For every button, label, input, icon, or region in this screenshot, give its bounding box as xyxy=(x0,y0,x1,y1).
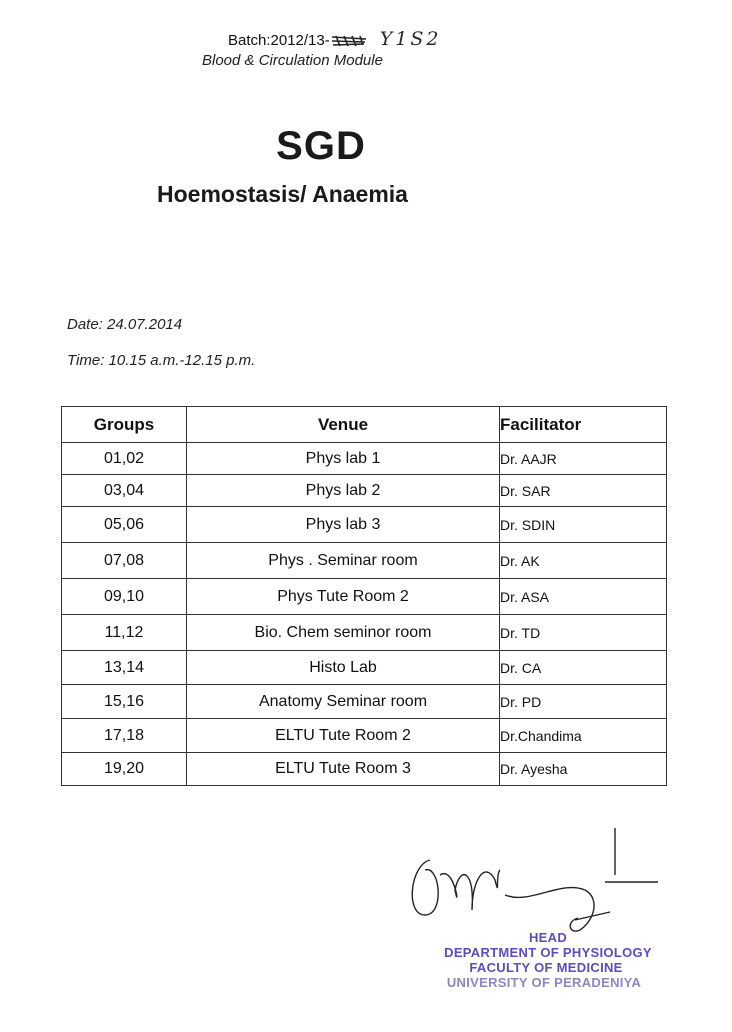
cell-venue: Phys lab 3 xyxy=(187,507,500,543)
cell-facilitator: Dr. SDIN xyxy=(500,507,667,543)
cell-facilitator: Dr. PD xyxy=(500,685,667,719)
module-name: Blood & Circulation Module xyxy=(202,52,383,69)
table-row xyxy=(62,579,667,615)
table-row xyxy=(62,615,667,651)
cell-venue: Phys . Seminar room xyxy=(187,543,500,579)
page-subtitle: Hoemostasis/ Anaemia xyxy=(157,181,408,207)
cell-groups: 01,02 xyxy=(62,443,187,475)
column-header-facilitator: Facilitator xyxy=(500,407,667,443)
stamp-line-1: HEAD xyxy=(528,930,568,945)
table-row xyxy=(62,543,667,579)
cell-venue: ELTU Tute Room 2 xyxy=(187,719,500,753)
cell-facilitator: Dr.Chandima xyxy=(500,719,667,753)
handwritten-signature xyxy=(400,820,700,940)
cell-facilitator: Dr. TD xyxy=(500,615,667,651)
cell-facilitator: Dr. AK xyxy=(500,543,667,579)
table-row xyxy=(62,475,667,507)
page-title: SGD xyxy=(276,124,366,168)
column-header-groups: Groups xyxy=(62,407,187,443)
table-row xyxy=(62,651,667,685)
table-row xyxy=(62,443,667,475)
cell-groups: 09,10 xyxy=(62,579,187,615)
session-time: Time: 10.15 a.m.-12.15 p.m. xyxy=(67,352,256,369)
cell-venue: Anatomy Seminar room xyxy=(187,685,500,719)
table-row xyxy=(62,507,667,543)
cell-venue: Bio. Chem seminor room xyxy=(187,615,500,651)
cell-facilitator: Dr. ASA xyxy=(500,579,667,615)
cell-groups: 11,12 xyxy=(62,615,187,651)
cell-facilitator: Dr. SAR xyxy=(500,475,667,507)
cell-venue: ELTU Tute Room 3 xyxy=(187,753,500,786)
batch-label: Batch:2012/13- xyxy=(228,32,330,49)
batch-line xyxy=(228,28,442,50)
cell-facilitator: Dr. Ayesha xyxy=(500,753,667,786)
cell-facilitator: Dr. AAJR xyxy=(500,443,667,475)
cell-venue: Histo Lab xyxy=(187,651,500,685)
stamp-line-4: UNIVERSITY OF PERADENIYA xyxy=(446,975,642,990)
struck-out-mark xyxy=(330,33,368,49)
table-row xyxy=(62,719,667,753)
cell-groups: 15,16 xyxy=(62,685,187,719)
schedule-table xyxy=(61,406,667,786)
table-row xyxy=(62,685,667,719)
stamp-line-2: DEPARTMENT OF PHYSIOLOGY xyxy=(444,945,652,960)
cell-groups: 13,14 xyxy=(62,651,187,685)
cell-venue: Phys lab 2 xyxy=(187,475,500,507)
cell-groups: 05,06 xyxy=(62,507,187,543)
cell-groups: 07,08 xyxy=(62,543,187,579)
cell-groups: 19,20 xyxy=(62,753,187,786)
column-header-venue: Venue xyxy=(187,407,500,443)
cell-venue: Phys Tute Room 2 xyxy=(187,579,500,615)
cell-groups: 17,18 xyxy=(62,719,187,753)
session-date: Date: 24.07.2014 xyxy=(67,316,183,333)
stamp-line-3: FACULTY OF MEDICINE xyxy=(469,960,623,975)
table-row xyxy=(62,753,667,786)
cell-facilitator: Dr. CA xyxy=(500,651,667,685)
cell-groups: 03,04 xyxy=(62,475,187,507)
cell-venue: Phys lab 1 xyxy=(187,443,500,475)
table-header-row xyxy=(62,407,667,443)
batch-handwritten: Y1S2 xyxy=(379,28,442,50)
